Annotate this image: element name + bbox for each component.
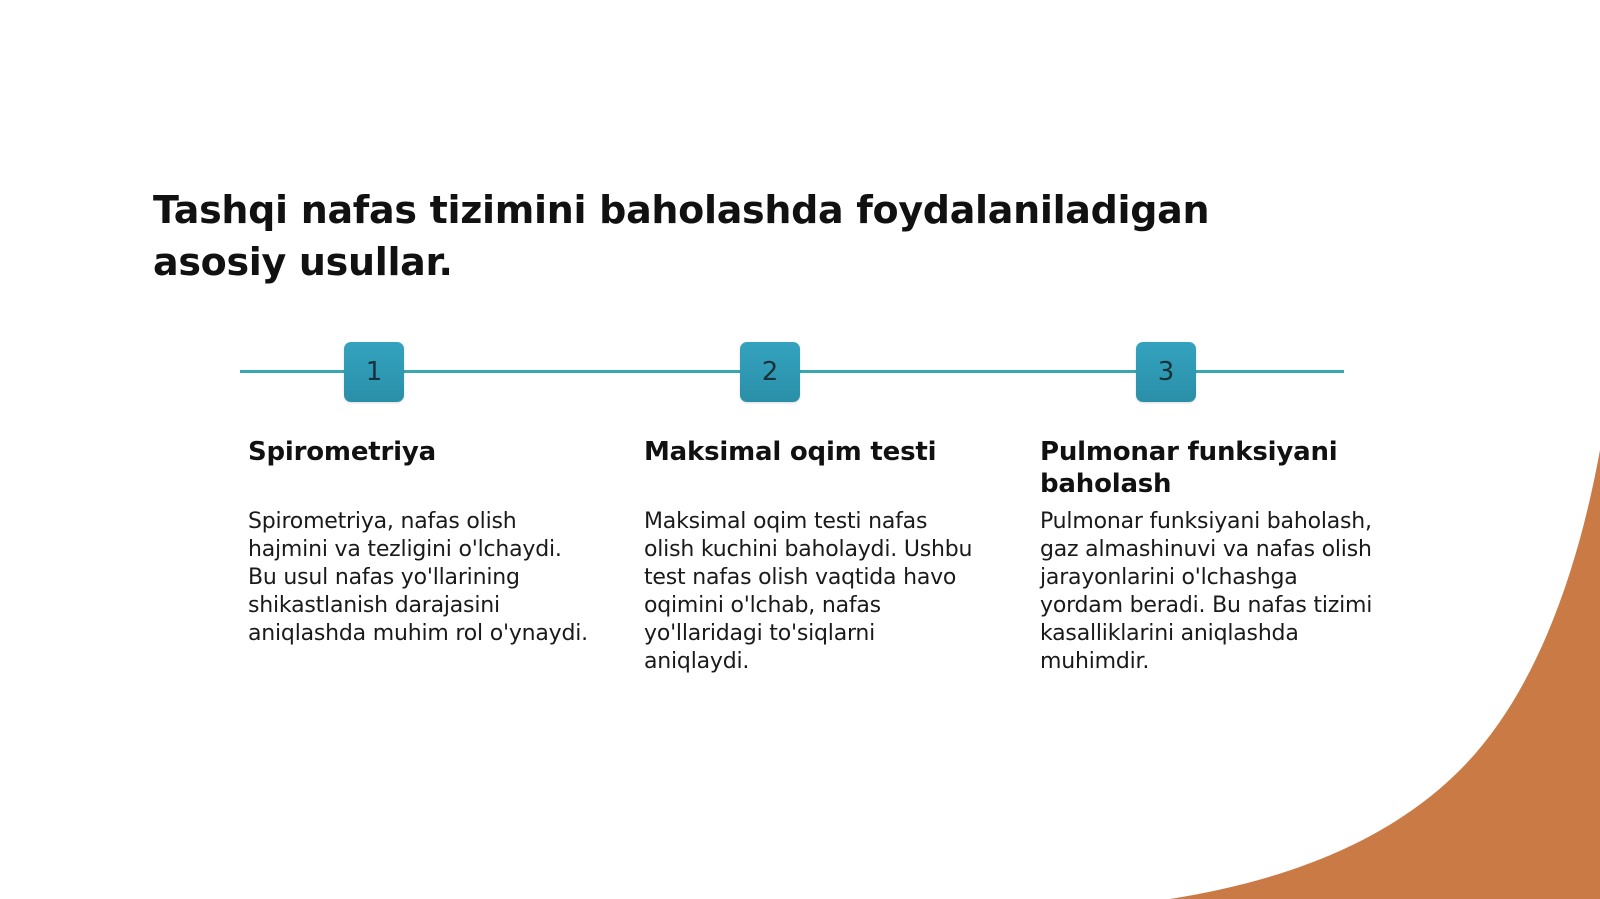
step-column-pulmonary-function: [1040, 436, 1380, 674]
step-number-badge: 3: [1136, 342, 1196, 402]
step-description: Spirometriya, nafas olish hajmini va tezligini o'lchaydi. Bu usul nafas yo'llarining shikastlanish darajasini aniqlashda muhim rol o'ynaydi.: [248, 509, 588, 646]
step-heading: Maksimal oqim testi: [644, 437, 937, 467]
step-heading: Spirometriya: [248, 437, 436, 467]
step-description: Maksimal oqim testi nafas olish kuchini baholaydi. Ushbu test nafas olish vaqtida havo oqimini o'lchab, nafas yo'llaridagi to'siqlarni aniqlaydi.: [644, 509, 973, 674]
slide-title: Tashqi nafas tizimini baholashda foydalaniladigan asosiy usullar.: [153, 188, 1210, 284]
step-number-badge: 1: [344, 342, 404, 402]
step-heading: Pulmonar funksiyani baholash: [1040, 437, 1338, 499]
step-column-peak-flow: [644, 436, 984, 674]
step-column-spirometry: [248, 436, 588, 646]
step-description: Pulmonar funksiyani baholash, gaz almashinuvi va nafas olish jarayonlarini o'lchashga yordam beradi. Bu nafas tizimi kasalliklarini aniqlashda muhimdir.: [1040, 509, 1373, 674]
step-number-badge: 2: [740, 342, 800, 402]
